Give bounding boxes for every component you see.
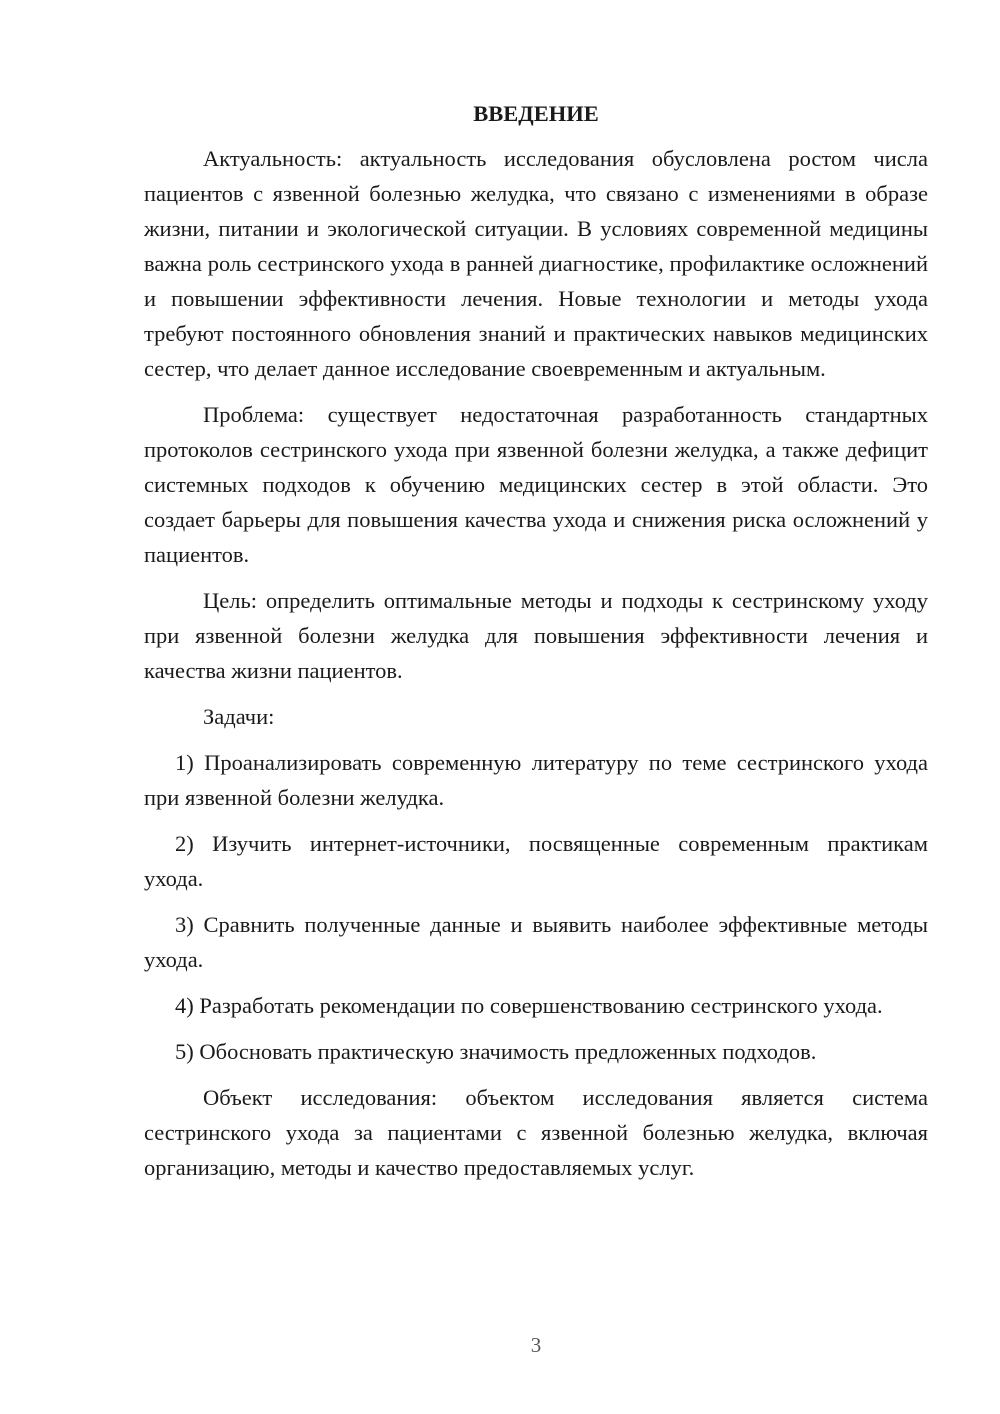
task-item-4: 4) Разработать рекомендации по совершенствованию сестринского ухода. — [175, 993, 883, 1018]
tasks-heading: Задачи: — [203, 704, 275, 729]
task-item-3: 3) Сравнить полученные данные и выявить наиболее эффективные методы ухода. — [144, 912, 928, 972]
problem-paragraph: Проблема: существует недостаточная разработанность стандартных протоколов сестринского ухода при язвенной болезни желудка, а также дефицит системных подходов к обучению медицинских сестер в этой области. Это создает барьеры для повышения качества ухода и снижения риска осложнений у пациентов. — [144, 402, 928, 567]
task-item-2: 2) Изучить интернет-источники, посвященные современным практикам ухода. — [144, 831, 928, 891]
object-paragraph: Объект исследования: объектом исследования является система сестринского ухода за пациентами с язвенной болезнью желудка, включая организацию, методы и качество предоставляемых услуг. — [144, 1085, 928, 1180]
page-number: 3 — [530, 1333, 542, 1357]
page-content — [144, 96, 928, 1196]
goal-paragraph: Цель: определить оптимальные методы и подходы к сестринскому уходу при язвенной болезни желудка для повышения эффективности лечения и качества жизни пациентов. — [144, 588, 928, 683]
task-item-1: 1) Проанализировать современную литературу по теме сестринского ухода при язвенной болезни желудка. — [144, 750, 928, 810]
task-item-5: 5) Обосновать практическую значимость предложенных подходов. — [175, 1039, 817, 1064]
section-title: ВВЕДЕНИЕ — [473, 101, 599, 126]
relevance-paragraph: Актуальность: актуальность исследования обусловлена ростом числа пациентов с язвенной болезнью желудка, что связано с изменениями в образе жизни, питании и экологической ситуации. В условиях современной медицины важна роль сестринского ухода в ранней диагностике, профилактике осложнений и повышении эффективности лечения. Новые технологии и методы ухода требуют постоянного обновления знаний и практических навыков медицинских сестер, что делает данное исследование своевременным и актуальным. — [144, 146, 928, 381]
